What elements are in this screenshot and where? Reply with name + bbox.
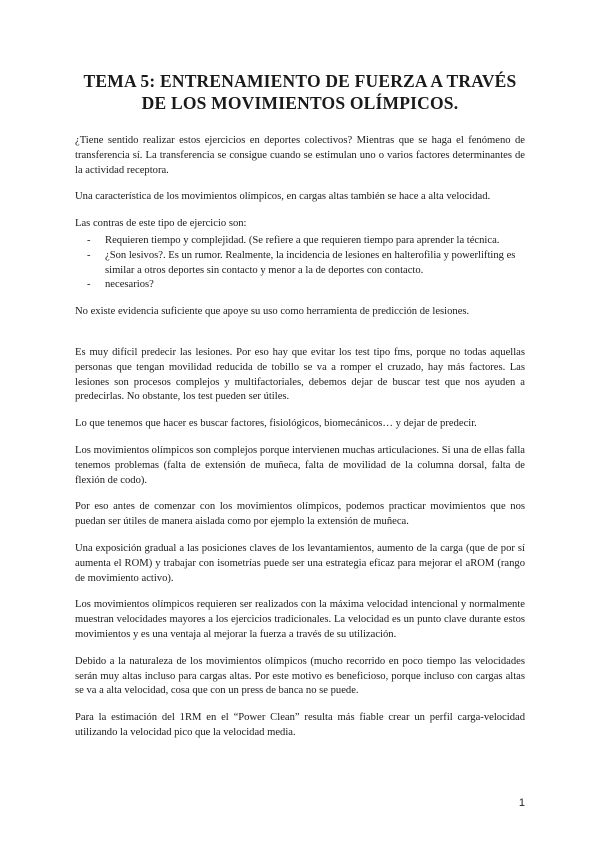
list-marker: - bbox=[87, 249, 91, 261]
list-item-text: ¿Son lesivos?. Es un rumor. Realmente, la incidencia de lesiones en halterofilia y powerlifting es similar a otros deportes sin contacto y menor a la de deportes con contacto. bbox=[105, 249, 516, 276]
list-item bbox=[87, 234, 525, 249]
paragraph-evidence: No existe evidencia suficiente que apoye su uso como herramienta de predicción de lesiones. bbox=[75, 306, 470, 318]
spacer bbox=[75, 332, 525, 346]
paragraph-transfer: ¿Tiene sentido realizar estos ejercicios en deportes colectivos? Mientras que se haga el fenómeno de transferencia sí. La transferencia se consigue cuando se estimulan uno o varios factores determinantes de la actividad receptora. bbox=[75, 135, 525, 176]
paragraph-predict-injuries: Es muy difícil predecir las lesiones. Por eso hay que evitar los test tipo fms, porque no todas aquellas personas que tengan movilidad reducida de tobillo se va a romper el cruzado, hay más factores. Las lesiones son procesos complejos y multifactoriales, debemos dejar de buscar test que nos ayuden a predecirlas. No obstante, los test pueden ser útiles. bbox=[75, 346, 525, 403]
list-item-text: Requieren tiempo y complejidad. (Se refiere a que requieren tiempo para aprender la técnica. bbox=[105, 234, 500, 246]
list-item bbox=[87, 249, 525, 279]
paragraph-nature: Debido a la naturaleza de los movimientos olímpicos (mucho recorrido en poco tiempo las velocidades serán muy altas incluso para cargas altas. Por este motivo es beneficioso, porque incluso con cargas altas se va a alta velocidad, cosa que con un press de banca no se puede. bbox=[75, 655, 525, 697]
paragraph-isolated-practice: Por eso antes de comenzar con los movimientos olímpicos, podemos practicar movimientos que nos puedan ser útiles de manera aislada como por ejemplo la extensión de muñeca. bbox=[75, 501, 525, 528]
paragraph-complex-movements: Los movimientos olímpicos son complejos porque intervienen muchas articulaciones. Si una de ellas falla tenemos problemas (falta de extensión de muñeca, falta de movilidad de la columna dorsal, falta de flexión de codo). bbox=[75, 444, 525, 486]
title-line-1: TEMA 5: ENTRENAMIENTO DE FUERZA A TRAVÉS bbox=[83, 71, 517, 91]
paragraph-gradual-exposure: Una exposición gradual a las posiciones claves de los levantamientos, aumento de la carga (que de por sí aumenta el ROM) y trabajar con isometrías puede ser una estrategia eficaz para mejorar el aROM (rango de movimiento activo). bbox=[75, 542, 525, 584]
list-item bbox=[87, 278, 525, 293]
paragraph-factors: Lo que tenemos que hacer es buscar factores, fisiológicos, biomecánicos… y dejar de predecir. bbox=[75, 418, 477, 430]
list-marker: - bbox=[87, 234, 91, 246]
paragraph-velocity: Los movimientos olímpicos requieren ser realizados con la máxima velocidad intencional y normalmente muestran velocidades mayores a los ejercicios tradicionales. La velocidad es un punto clave durante estos movimientos y es una ventaja al mejorar la fuerza a través de su utilización. bbox=[75, 599, 525, 640]
contras-list bbox=[75, 234, 525, 293]
list-marker: - bbox=[87, 279, 91, 291]
title-line-2: DE LOS MOVIMIENTOS OLÍMPICOS. bbox=[141, 93, 459, 113]
paragraph-characteristic: Una característica de los movimientos olímpicos, en cargas altas también se hace a alta velocidad. bbox=[75, 191, 491, 203]
list-item-text: necesarios? bbox=[105, 279, 154, 291]
paragraph-contras-intro: Las contras de este tipo de ejercicio son: bbox=[75, 218, 247, 230]
page-number: 1 bbox=[518, 797, 525, 809]
paragraph-1rm-estimation: Para la estimación del 1RM en el “Power Clean” resulta más fiable crear un perfil carga-velocidad utilizando la velocidad pico que la velocidad media. bbox=[75, 712, 525, 738]
document-title bbox=[75, 70, 525, 114]
